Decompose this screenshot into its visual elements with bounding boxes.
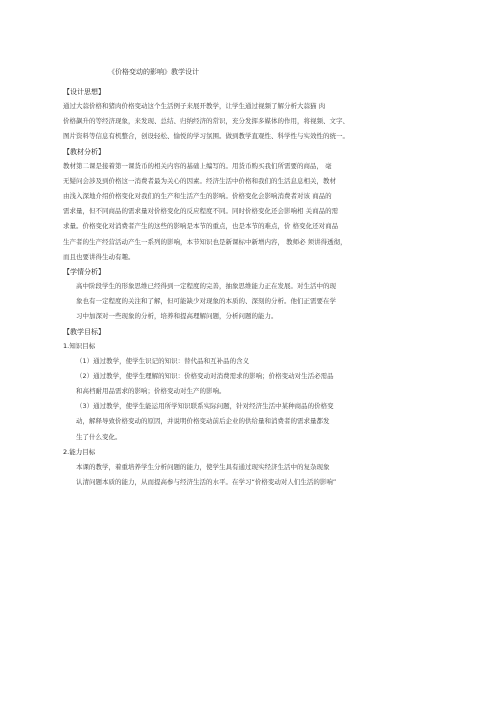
paragraph-line: 高中阶段学生的形象思维已经得到一定程度的完善，抽象思维能力正在发展。对生活中的现 [76,282,336,291]
subheading-ability-objectives: 2.能力目标 [63,447,96,456]
paragraph-line: （2）通过教学，使学生理解的知识：价格变动对消费需求的影响；价格变动对生活必需品 [76,371,334,380]
subheading-knowledge-objectives: 1.知识目标 [63,341,96,350]
paragraph-line: 象也有一定程度的关注和了解，但可能缺少对现象的本质的、深刻的分析。他们正需要在学 [76,297,336,306]
paragraph-line: 由浅入深地介绍价格变化对我们的生产和生活产生的影响。价格变化会影响消费者对该 商品的 [63,192,332,201]
section-heading-objectives: 【教学目标】 [63,327,105,336]
paragraph-line: 本课的教学，着重培养学生分析问题的能力，使学生具有通过现实经济生活中的复杂现象 [76,462,330,471]
paragraph-line: 生了什么变化。 [76,432,122,441]
paragraph-line: 通过大蒜价格和猪肉价格变动这个生活例子来展开教学，让学生通过视频了解分析大蒜猫 肉 [63,102,326,110]
document-title: 《价格变动的影响》教学设计 [108,68,199,76]
paragraph-line: （3）通过教学，使学生能运用所学知识联系实际问题，针对经济生活中某种商品的价格变 [76,402,334,411]
paragraph-line: 生产者的生产经营活动产生一系列的影响，本节知识也是新课标中新增内容， 教师必 须讲得透彻， [63,237,347,246]
section-heading-material-analysis: 【教材分析】 [63,147,105,156]
paragraph-line: 图片资料等信息有机整合，创设轻松、愉悦的学习氛围。做到教学直观性、科学性与实效性的统一。 [63,132,349,141]
paragraph-line: 求量。价格变化对消费者产生的这些的影响是本节的重点，也是本节的难点，价 格变化还对商品 [63,222,339,231]
section-heading-student-analysis: 【学情分析】 [63,268,105,277]
paragraph-line: 认清问题本质的能力，从而提高参与经济生活的水平。在学习“价格变动对人们生活的影响” [76,478,337,487]
paragraph-line: 无疑问会涉及到价格这一消费者最为关心的因素。经济生活中价格和我们的生活息息相关，教材 [63,176,336,185]
paragraph-line: 习中加深对一些现象的分析，培养和提高理解问题，分析问题的能力。 [76,312,278,321]
paragraph-line: 价格飙升的等经济现象，来发现、总结、归纳经济的常识，充分发挥多媒体的作用，将视频、文字、 [63,117,349,126]
paragraph-line: 动，解释导致价格变动的原因，并说明价格变动前后企业的供给量和消费者的需求量都发 [76,417,330,426]
section-heading-design-idea: 【设计思想】 [63,88,105,96]
paragraph-line: 需求量，但不同商品的需求量对价格变化的反应程度不同。同时价格变化还会影响相 关商品的需 [63,207,339,216]
paragraph-line: 而且也要讲得生动有趣。 [63,252,135,261]
paragraph-line: 教材第二课是接着第一课货币的相关内容的基础上编写的。用货币购买我们所需要的商品， 毫 [63,161,332,170]
document-body [63,85,443,490]
paragraph-line: 和高档耐用品需求的影响；价格变动对生产的影响。 [76,387,226,396]
paragraph-line: （1）通过教学，使学生识记的知识：替代品和互补品的含义 [76,356,250,365]
